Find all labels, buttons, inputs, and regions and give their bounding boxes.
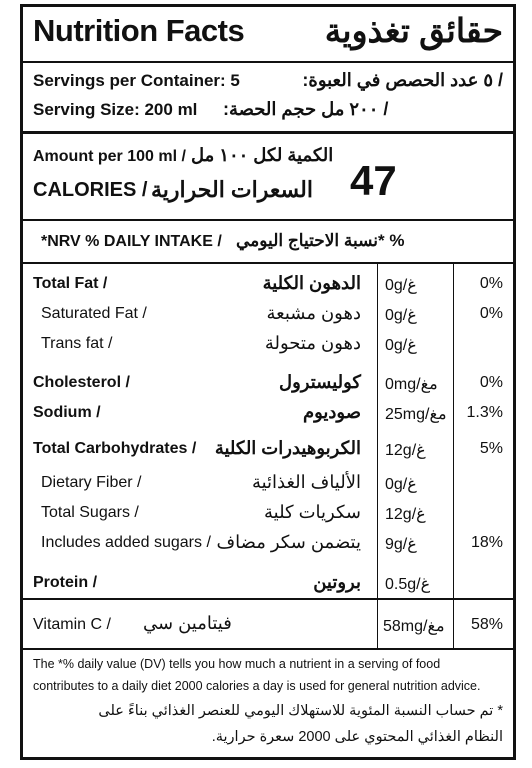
nutrient-name-arabic: دهون متحولة <box>264 333 361 353</box>
nutrient-amount: 12g/غ <box>385 506 426 523</box>
nutrient-percent: 0% <box>479 374 503 391</box>
nutrient-name: Includes added sugars / <box>41 534 211 551</box>
title-english: Nutrition Facts <box>33 13 245 48</box>
nutrient-amount: 0g/غ <box>385 277 417 294</box>
footnote-arabic-line2: النظام الغذائي المحتوي على 2000 سعرة حرارية. <box>211 729 503 745</box>
nutrient-amount: 12g/غ <box>385 442 426 459</box>
footnote-arabic-line1: * تم حساب النسبة المئوية للاستهلاك اليومي للعنصر الغذائي بناءً على <box>98 703 503 719</box>
amount-per-label-arabic: الكمية لكل ١٠٠ مل <box>191 145 334 165</box>
nutrient-amount: 0g/غ <box>385 476 417 493</box>
nutrient-amount: 0g/غ <box>385 337 417 354</box>
nutrient-name-arabic: صوديوم <box>302 402 361 422</box>
nutrient-name-arabic: دهون مشبعة <box>266 303 361 323</box>
vitamin-c-percent: 58% <box>470 616 503 633</box>
nrv-divider <box>23 262 513 264</box>
serving-size-arabic: / ٢٠٠ مل حجم الحصة: <box>223 99 389 119</box>
vitamin-divider-top <box>23 598 513 600</box>
nutrient-name-arabic: كوليسترول <box>279 372 361 392</box>
nutrient-name-arabic: سكريات كلية <box>263 502 361 522</box>
nutrient-name-arabic: الألياف الغذائية <box>251 472 361 492</box>
nutrition-facts-panel <box>20 4 516 760</box>
nutrient-percent: 5% <box>479 440 503 457</box>
nutrient-percent: 0% <box>479 275 503 292</box>
nutrient-name-arabic: الكربوهيدرات الكلية <box>214 438 361 458</box>
footnote-english-line2: contributes to a daily diet 2000 calories a day is used for general nutrition advice. <box>33 679 481 693</box>
nutrient-percent: 0% <box>479 305 503 322</box>
nutrient-name-arabic: بروتين <box>313 572 361 592</box>
nutrient-percent: 1.3% <box>466 404 503 421</box>
vitamin-column-divider-percent <box>453 600 454 648</box>
nutrient-name: Total Sugars / <box>41 504 139 521</box>
nutrient-name: Sodium / <box>33 404 101 421</box>
footnote-english-line1: The *% daily value (DV) tells you how much a nutrient in a serving of food <box>33 657 441 671</box>
calories-divider <box>23 219 513 221</box>
serving-size: Serving Size: 200 ml <box>33 100 198 119</box>
header-divider <box>23 61 513 63</box>
nutrient-amount: 0g/غ <box>385 307 417 324</box>
title-arabic: حقائق تغذوية <box>324 12 503 49</box>
servings-divider <box>23 131 513 134</box>
nutrient-name-arabic: الدهون الكلية <box>262 273 361 293</box>
amount-per-label: Amount per 100 ml / <box>33 148 186 165</box>
nutrient-amount: 25mg/مغ <box>385 406 447 423</box>
vitamin-c-amount: 58mg/مغ <box>383 618 445 635</box>
vitamin-c-label: Vitamin C / <box>33 616 111 633</box>
vitamin-column-divider-amount <box>377 600 378 648</box>
nutrient-name: Trans fat / <box>41 335 113 352</box>
nutrient-percent: 18% <box>470 534 503 551</box>
column-divider-percent <box>453 264 454 598</box>
vitamin-divider-bottom <box>23 648 513 650</box>
nutrient-name: Saturated Fat / <box>41 305 147 322</box>
nrv-header: *NRV % DAILY INTAKE / <box>41 233 222 250</box>
servings-per-container: Servings per Container: 5 <box>33 71 240 90</box>
vitamin-c-label-arabic: فيتامين سي <box>143 613 232 633</box>
calories-label: CALORIES / <box>33 179 148 201</box>
calories-value: 47 <box>350 157 397 204</box>
nutrient-name: Protein / <box>33 574 98 591</box>
nutrient-name: Dietary Fiber / <box>41 474 142 491</box>
nutrient-amount: 0.5g/غ <box>385 576 431 593</box>
column-divider-amount <box>377 264 378 598</box>
nutrient-name-arabic: يتضمن سكر مضاف <box>216 532 361 552</box>
nutrient-name: Cholesterol / <box>33 374 130 391</box>
nutrient-amount: 0mg/مغ <box>385 376 438 393</box>
nutrient-name: Total Fat / <box>33 275 108 292</box>
calories-label-arabic: السعرات الحرارية <box>151 177 313 202</box>
nrv-header-arabic: % *نسبة الاحتياج اليومي <box>236 231 405 250</box>
nutrient-name: Total Carbohydrates / <box>33 440 197 457</box>
nutrient-amount: 9g/غ <box>385 536 417 553</box>
servings-per-container-arabic: / ٥ عدد الحصص في العبوة: <box>302 70 503 90</box>
